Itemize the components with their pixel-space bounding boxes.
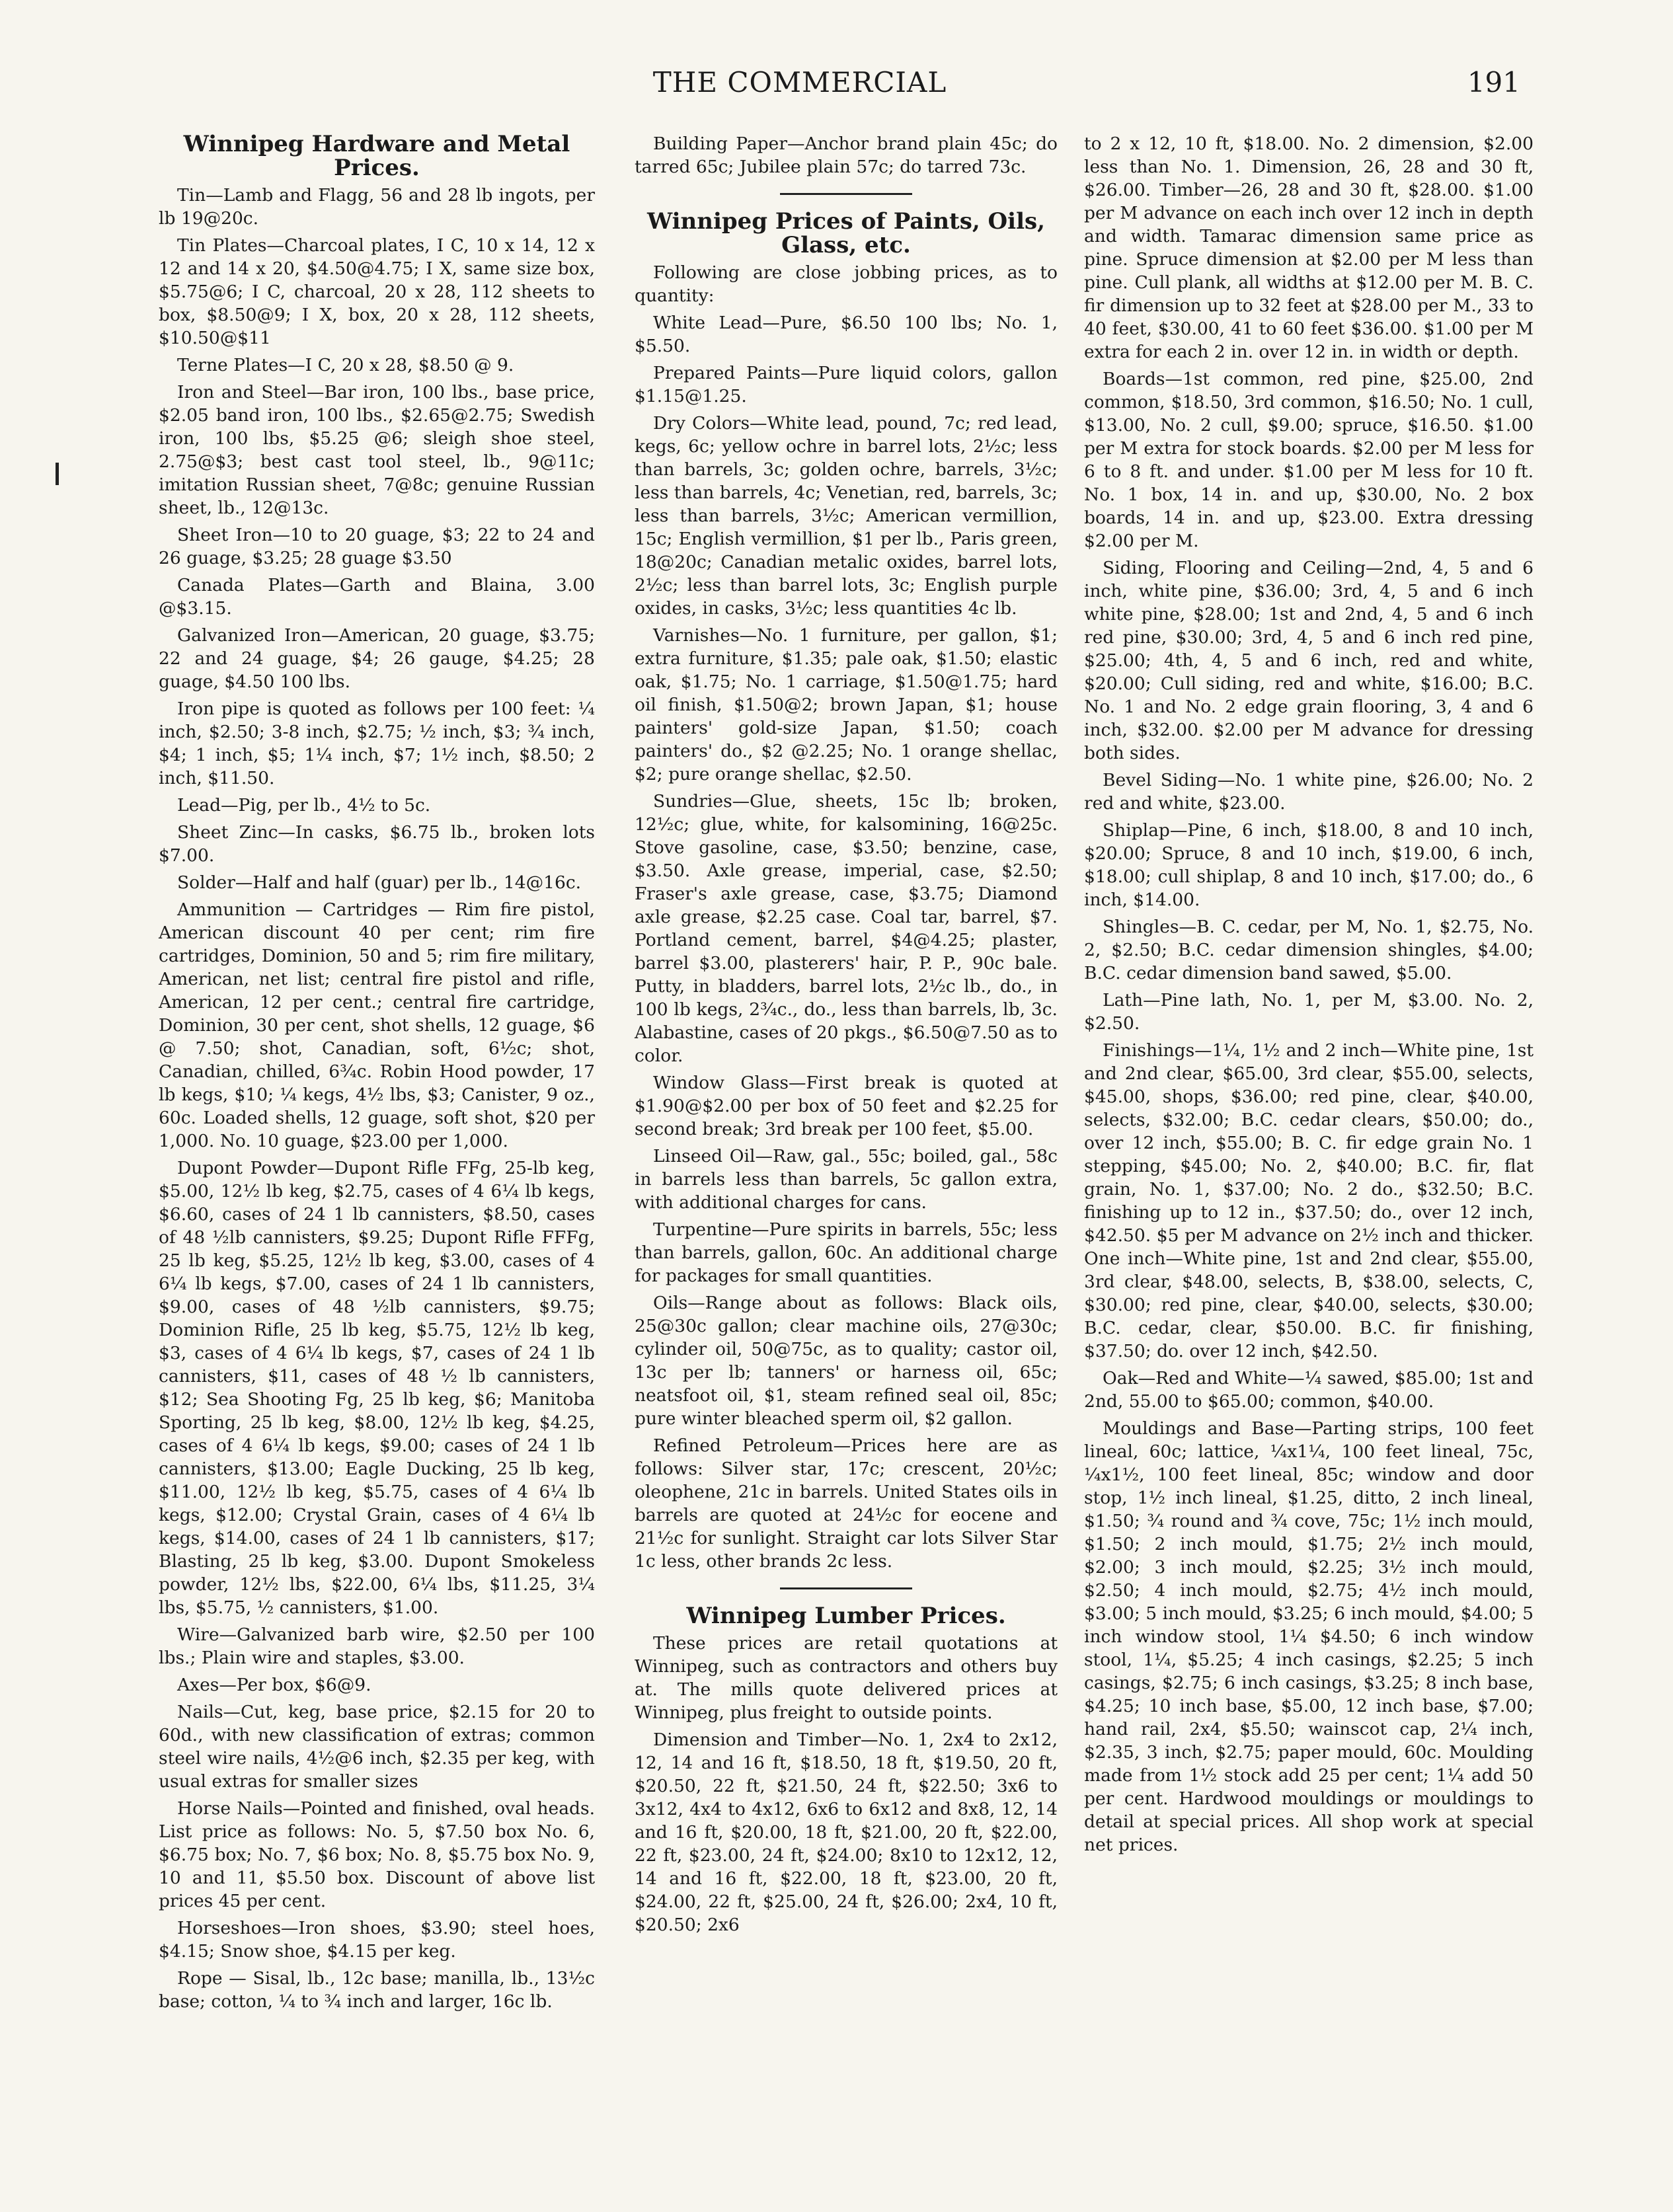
hardware-item: Canada Plates—Garth and Blaina, 3.00 @$3.15. bbox=[159, 575, 595, 619]
hardware-item: Ammunition — Cartridges — Rim fire pistol, American discount 40 per cent; rim fire cartridges, Dominion, 50 and 5; rim fire military, American, net list; central fire pistol and rifle, American, 12 per cent.; central fire cartridge, Dominion, 30 per cent, shot shells, 12 guage, $6 @ 7.50; shot, Canadian, soft, 6½c; shot, Canadian, chilled, 6¾c. Robin Hood powder, 17 lb kegs, $10; ¼ kegs, 4½ lbs, $3; Canister, 9 oz., 60c. Loaded shells, 12 guage, soft shot, $20 per 1,000. No. 10 guage, $23.00 per 1,000. bbox=[159, 899, 595, 1151]
building-paper-item: Building Paper—Anchor brand plain 45c; do tarred 65c; Jubilee plain 57c; do tarred 73c. bbox=[635, 133, 1058, 177]
lumber-item: Finishings—1¼, 1½ and 2 inch—White pine, 1st and 2nd clear, $65.00, 3rd clear, $55.00, selects, $45.00, shops, $36.00; red pine, clear, $40.00, selects, $32.00; B.C. cedar clears, $50.00; do., over 12 inch, $55.00; B. C. fir edge grain No. 1 stepping, $45.00; No. 2, $40.00; B.C. fir, flat grain, No. 1, $37.00; No. 2 do., $32.50; B.C. finishing up to 12 in., $37.50; do., over 12 inch, $42.50. $5 per M advance on 2½ inch and thicker. One inch—White pine, 1st and 2nd clear, $55.00, 3rd clear, $48.00, selects, B, $38.00, selects, C, $30.00; red pine, clear, $40.00, selects, $30.00; B.C. cedar, clear, $50.00. B.C. fir finishing, $37.50; do. over 12 inch, $42.50. bbox=[1084, 1040, 1534, 1361]
hardware-item: Galvanized Iron—American, 20 guage, $3.75; 22 and 24 guage, $4; 26 gauge, $4.25; 28 guage, $4.50 100 lbs. bbox=[159, 625, 595, 692]
paints-item: Oils—Range about as follows: Black oils, 25@30c gallon; clear machine oils, 27@30c; cylinder oil, 50@75c, as to quality; castor oil, 13c per lb; tanners' or harness oil, 65c; neatsfoot oil, $1, steam refined seal oil, 85c; pure winter bleached sperm oil, $2 gallon. bbox=[635, 1293, 1058, 1429]
hardware-item: Iron pipe is quoted as follows per 100 feet: ¼ inch, $2.50; 3-8 inch, $2.75; ½ inch, $3; ¾ inch, $4; 1 inch, $5; 1¼ inch, $7; 1½ inch, $8.50; 2 inch, $11.50. bbox=[159, 699, 595, 788]
hardware-item: Iron and Steel—Bar iron, 100 lbs., base price, $2.05 band iron, 100 lbs., $2.65@2.75; Swedish iron, 100 lbs, $5.25 @6; sleigh shoe steel, 2.75@$3; best cast tool steel, lb., 9@11c; imitation Russian sheet, 7@8c; genuine Russian sheet, lb., 12@13c. bbox=[159, 382, 595, 518]
hardware-item: Tin Plates—Charcoal plates, I C, 10 x 14, 12 x 12 and 14 x 20, $4.50@4.75; I X, same size box, $5.75@6; I C, charcoal, 20 x 28, 112 sheets to box, $8.50@9; I X, box, 20 x 28, 112 sheets, $10.50@$11 bbox=[159, 235, 595, 348]
lumber-item: Shingles—B. C. cedar, per M, No. 1, $2.75, No. 2, $2.50; B.C. cedar dimension shingles, $4.00; B.C. cedar dimension band sawed, $5.00. bbox=[1084, 917, 1534, 983]
hardware-item: Solder—Half and half (guar) per lb., 14@16c. bbox=[177, 872, 582, 893]
paints-item: Turpentine—Pure spirits in barrels, 55c; less than barrels, gallon, 60c. An additional charge for packages for small quantities. bbox=[635, 1219, 1058, 1286]
hardware-item: Lead—Pig, per lb., 4½ to 5c. bbox=[177, 795, 431, 816]
section-divider bbox=[780, 1587, 912, 1589]
paints-item: Varnishes—No. 1 furniture, per gallon, $1; extra furniture, $1.35; pale oak, $1.50; elastic oak, $1.75; No. 1 carriage, $1.50@1.75; hard oil finish, $1.50@2; brown Japan, $1; house painters' gold-size Japan, $1.50; coach painters' do., $2 @2.25; No. 1 orange shellac, $2; pure orange shellac, $2.50. bbox=[635, 625, 1058, 784]
lumber-dimension-continued: to 2 x 12, 10 ft, $18.00. No. 2 dimension, $2.00 less than No. 1. Dimension, 26, 28 and 30 ft, $26.00. Timber—26, 28 and 30 ft, $28.00. $1.00 per M advance on each inch over 12 inch in depth and width. Tamarac dimension same price as pine. Spruce dimension at $2.00 per M less than pine. Cull plank, all widths at $12.00 per M. B. C. fir dimension up to 32 feet at $28.00 per M., 33 to 40 feet, $30.00, 41 to 60 feet $36.00. $1.00 per M extra for each 2 in. over 12 in. in width or depth. bbox=[1084, 133, 1534, 362]
hardware-item: Nails—Cut, keg, base price, $2.15 for 20 to 60d., with new classification of extras; common steel wire nails, 4½@6 inch, $2.35 per keg, with usual extras for smaller sizes bbox=[159, 1702, 595, 1792]
paints-item: Window Glass—First break is quoted at $1.90@$2.00 per box of 50 feet and $2.25 for second break; 3rd break per 100 feet, $5.00. bbox=[635, 1073, 1058, 1139]
lumber-intro: These prices are retail quotations at Winnipeg, such as contractors and others buy at. The mills quote delivered prices at Winnipeg, plus freight to outside points. bbox=[635, 1633, 1058, 1723]
paints-item: Following are close jobbing prices, as to quantity: bbox=[635, 262, 1058, 306]
hardware-item: Sheet Zinc—In casks, $6.75 lb., broken lots $7.00. bbox=[159, 822, 595, 866]
paints-item: Sundries—Glue, sheets, 15c lb; broken, 12½c; glue, white, for kalsomining, 16@25c. Stove gasoline, case, $3.50; benzine, case, $3.50. Axle grease, imperial, case, $2.50; Fraser's axle grease, case, $3.75; Diamond axle grease, $2.25 case. Coal tar, barrel, $7. Portland cement, barrel, $4@4.25; plaster, barrel $3.00, plasterers' hair, P. P., 90c bale. Putty, in bladders, barrel lots, 2½c lb., do., in 100 lb kegs, 2¾c., do., less than barrels, lb, 3c. Alabastine, cases of 20 pkgs., $6.50@7.50 as to color. bbox=[635, 791, 1058, 1066]
lumber-item: Oak—Red and White—¼ sawed, $85.00; 1st and 2nd, 55.00 to $65.00; common, $40.00. bbox=[1084, 1368, 1534, 1412]
lumber-item: Boards—1st common, red pine, $25.00, 2nd common, $18.50, 3rd common, $16.50; No. 1 cull, $13.00, No. 2 cull, $9.00; spruce, $16.50. $1.00 per M extra for stock boards. $2.00 per M less for 6 to 8 ft. and under. $1.00 per M less for 10 ft. No. 1 box, 14 in. and up, $30.00, No. 2 box boards, 14 in. and up, $23.00. Extra dressing $2.00 per M. bbox=[1084, 369, 1534, 551]
paints-item: Dry Colors—White lead, pound, 7c; red lead, kegs, 6c; yellow ochre in barrel lots, 2½c; less than barrels, 3c; golden ochre, barrels, 3½c; less than barrels, 4c; Venetian, red, barrels, 3c; less than barrels, 3½c; American vermillion, 15c; English vermillion, $1 per lb., Paris green, 18@20c; Canadian metalic oxides, barrel lots, 2½c; less than barrel lots, 3c; English purple oxides, in casks, 3½c; less quantities 4c lb. bbox=[635, 413, 1058, 619]
lumber-heading: Winnipeg Lumber Prices. bbox=[686, 1603, 1006, 1629]
lumber-item: Bevel Siding—No. 1 white pine, $26.00; No. 2 red and white, $23.00. bbox=[1084, 770, 1534, 814]
hardware-item: Horseshoes—Iron shoes, $3.90; steel hoes, $4.15; Snow shoe, $4.15 per keg. bbox=[159, 1918, 595, 1962]
lumber-dimension: Dimension and Timber—No. 1, 2x4 to 2x12, 12, 14 and 16 ft, $18.50, 18 ft, $19.50, 20 ft, $20.50, 22 ft, $21.50, 24 ft, $22.50; 3x6 to 3x12, 4x4 to 4x12, 6x6 to 6x12 and 8x8, 12, 14 and 16 ft, $20.00, 18 ft, $21.00, 20 ft, $22.00, 22 ft, $23.00, 24 ft, $24.00; 8x10 to 12x12, 12, 14 and 16 ft, $22.00, 18 ft, $23.00, 20 ft, $24.00, 22 ft, $25.00, 24 ft, $26.00; 2x4, 10 ft, $20.50; 2x6 bbox=[635, 1730, 1058, 1935]
hardware-item: Dupont Powder—Dupont Rifle FFg, 25-lb keg, $5.00, 12½ lb keg, $2.75, cases of 4 6¼ lb kegs, $6.60, cases of 24 1 lb cannisters, $8.50, cases of 48 ½lb cannisters, $9.25; Dupont Rifle FFFg, 25 lb keg, $5.25, 12½ lb keg, $3.00, cases of 4 6¼ lb kegs, $7.00, cases of 24 1 lb cannisters, $9.00, cases of 48 ½lb cannisters, $9.75; Dominion Rifle, 25 lb keg, $5.75, 12½ lb keg, $3, cases of 4 6¼ lb kegs, $7, cases of 24 1 lb cannisters, $11, cases of 48 ½ lb cannisters, $12; Sea Shooting Fg, 25 lb keg, $6; Manitoba Sporting, 25 lb keg, $8.00, 12½ lb keg, $4.25, cases of 4 6¼ lb kegs, $9.00; cases of 24 1 lb cannisters, $13.00; Eagle Ducking, 25 lb keg, $11.00, 12½ lb keg, $5.75, cases of 4 6¼ lb kegs, $12.00; Crystal Grain, cases of 4 6¼ lb kegs, $14.00, cases of 24 1 lb cannisters, $17; Blasting, 25 lb keg, $3.00. Dupont Smokeless powder, 12½ lbs, $22.00, 6¼ lbs, $11.25, 3¼ lbs, $5.75, ½ cannisters, $1.00. bbox=[159, 1158, 595, 1618]
hardware-item: Sheet Iron—10 to 20 guage, $3; 22 to 24 and 26 guage, $3.25; 28 guage $3.50 bbox=[159, 525, 595, 568]
hardware-item: Terne Plates—I C, 20 x 28, $8.50 @ 9. bbox=[177, 355, 514, 375]
hardware-item: Tin—Lamb and Flagg, 56 and 28 lb ingots, per lb 19@20c. bbox=[159, 185, 595, 229]
paints-item: Prepared Paints—Pure liquid colors, gallon $1.15@1.25. bbox=[635, 363, 1058, 406]
hardware-item: Axes—Per box, $6@9. bbox=[177, 1675, 371, 1695]
hardware-item: Rope — Sisal, lb., 12c base; manilla, lb., 13½c base; cotton, ¼ to ¾ inch and larger, 16c lb. bbox=[159, 1968, 595, 2012]
lumber-item: Lath—Pine lath, No. 1, per M, $3.00. No. 2, $2.50. bbox=[1084, 990, 1534, 1034]
page-header bbox=[79, 66, 1520, 112]
column-3 bbox=[1084, 132, 1534, 1860]
column-1 bbox=[159, 132, 595, 2017]
paints-item: Linseed Oil—Raw, gal., 55c; boiled, gal., 58c in barrels less than barrels, 5c gallon extra, with additional charges for cans. bbox=[635, 1146, 1058, 1213]
hardware-heading: Winnipeg Hardware and Metal Prices. bbox=[183, 131, 570, 181]
hardware-item: Horse Nails—Pointed and finished, oval heads. List price as follows: No. 5, $7.50 box No. 6, $6.75 box; No. 7, $6 box; No. 8, $5.75 box No. 9, 10 and 11, $5.50 box. Discount of above list prices 45 per cent. bbox=[159, 1798, 595, 1911]
lumber-item: Mouldings and Base—Parting strips, 100 feet lineal, 60c; lattice, ¼x1¼, 100 feet lineal, 75c, ¼x1½, 100 feet lineal, 85c; window and door stop, 1½ inch lineal, $1.25, ditto, 2 inch lineal, $1.50; ¾ round and ¾ cove, 75c; 1½ inch mould, $1.50; 2 inch mould, $1.75; 2½ inch mould, $2.00; 3 inch mould, $2.25; 3½ inch mould, $2.50; 4 inch mould, $2.75; 4½ inch mould, $3.00; 5 inch mould, $3.25; 6 inch mould, $4.00; 5 inch window stool, 1¼ $4.50; 6 inch window stool, 1¼, $5.25; 4 inch casings, $2.25; 5 inch casings, $2.75; 6 inch casings, $3.25; 8 inch base, $4.25; 10 inch base, $5.00, 12 inch base, $7.00; hand rail, 2x4, $5.50; wainscot cap, 2¼ inch, $2.35, 3 inch, $2.75; paper mould, 60c. Moulding made from 1½ stock add 25 per cent; 1¼ add 50 per cent. Hardwood mouldings or mouldings to detail at special prices. All shop work at special net prices. bbox=[1084, 1418, 1534, 1855]
paints-item: Refined Petroleum—Prices here are as follows: Silver star, 17c; crescent, 20½c; oleophene, 21c in barrels. United States oils in barrels are quoted at 24½c for eocene and 21½c for sunlight. Straight car lots Silver Star 1c less, other brands 2c less. bbox=[635, 1435, 1058, 1572]
lumber-item: Siding, Flooring and Ceiling—2nd, 4, 5 and 6 inch, white pine, $36.00; 3rd, 4, 5 and 6 inch white pine, $28.00; 1st and 2nd, 4, 5 and 6 inch red pine, $30.00; 3rd, 4, 5 and 6 inch red pine, $25.00; 4th, 4, 5 and 6 inch, red and white, $20.00; Cull siding, red and white, $16.00; B.C. No. 1 and No. 2 edge grain flooring, 3, 4 and 6 inch, $32.00. $2.00 per M advance for dressing both sides. bbox=[1084, 558, 1534, 763]
column-2 bbox=[635, 132, 1058, 1940]
lumber-item: Shiplap—Pine, 6 inch, $18.00, 8 and 10 inch, $20.00; Spruce, 8 and 10 inch, $19.00, 6 inch, $18.00; cull shiplap, 8 and 10 inch, $17.00; do., 6 inch, $14.00. bbox=[1084, 820, 1534, 910]
page-number: 191 bbox=[1467, 66, 1520, 98]
hardware-item: Wire—Galvanized barb wire, $2.50 per 100 lbs.; Plain wire and staples, $3.00. bbox=[159, 1624, 595, 1668]
margin-mark bbox=[56, 463, 59, 485]
paints-heading: Winnipeg Prices of Paints, Oils, Glass, etc. bbox=[647, 208, 1045, 258]
paints-item: White Lead—Pure, $6.50 100 lbs; No. 1, $5.50. bbox=[635, 313, 1058, 356]
publication-title: THE COMMERCIAL bbox=[652, 66, 947, 98]
section-divider bbox=[780, 193, 912, 195]
